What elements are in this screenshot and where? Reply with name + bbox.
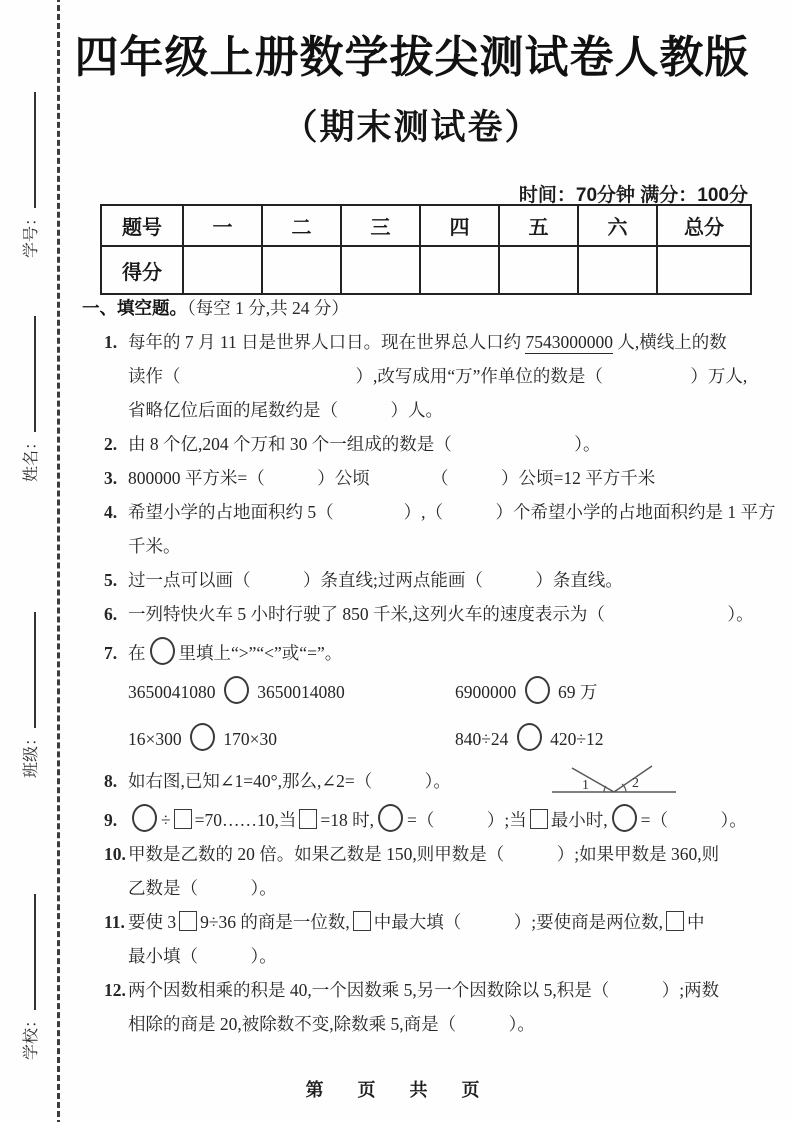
text-run: 要使 3 — [128, 912, 177, 932]
text-run: 3650014080 — [252, 682, 345, 702]
text-run: 每年的 7 月 11 日是世界人口日。现在世界总人口约 — [128, 332, 526, 352]
class-blank-line — [18, 612, 36, 728]
square-blank — [179, 911, 197, 931]
question-line — [82, 979, 752, 1002]
section-points: （每空 1 分,共 24 分） — [187, 298, 349, 318]
text-run: 最小时, — [550, 810, 608, 830]
text-run: =（ ）;当 — [406, 810, 527, 830]
text-run: 16×300 — [128, 729, 186, 749]
score-table-header-cell: 总分 — [657, 205, 751, 246]
score-table-header-cell: 五 — [499, 205, 578, 246]
question-number: 11. — [104, 912, 125, 932]
angle-2-label: 2 — [632, 776, 639, 791]
seal-dashed-line — [57, 0, 60, 1122]
score-cell-empty — [420, 246, 499, 294]
square-blank — [353, 911, 371, 931]
score-cell-empty — [262, 246, 341, 294]
question-number: 12. — [104, 980, 126, 1000]
school-label: 学校： — [23, 1011, 40, 1060]
question-number: 7. — [104, 643, 118, 663]
text-run: ÷ — [161, 810, 171, 830]
score-row-label: 得分 — [101, 246, 183, 294]
text-run: 420÷12 — [545, 729, 604, 749]
square-blank — [174, 809, 192, 829]
score-table — [100, 204, 752, 295]
text-run: 170×30 — [219, 729, 277, 749]
question-number: 5. — [104, 570, 118, 590]
compare-right — [455, 723, 752, 751]
text-run: 两个因数相乘的积是 40,一个因数乘 5,另一个因数除以 5,积是（ ）;两数 — [128, 980, 720, 1000]
question-line — [82, 945, 752, 968]
score-cell-empty — [341, 246, 420, 294]
compare-left — [128, 723, 455, 751]
student-number-label: 学号： — [23, 209, 40, 258]
text-run: 69 万 — [553, 682, 598, 702]
question-line — [82, 433, 752, 456]
text-run: 千米。 — [128, 536, 181, 556]
question-number: 1. — [104, 332, 118, 352]
question-line — [82, 603, 752, 626]
score-cell-empty — [657, 246, 751, 294]
text-run: =70……10,当 — [194, 810, 297, 830]
text-run: 中 — [686, 912, 705, 932]
text-run: 由 8 个亿,204 个万和 30 个一组成的数是（ ）。 — [128, 434, 601, 454]
compare-row — [82, 723, 752, 751]
question-line — [82, 569, 752, 592]
question-line — [82, 877, 752, 900]
score-table-score-row — [101, 246, 751, 294]
score-table-header-cell: 四 — [420, 205, 499, 246]
score-table-header-cell: 题号 — [101, 205, 183, 246]
score-cell-empty — [578, 246, 657, 294]
score-cell-empty — [183, 246, 262, 294]
section-title: 一、填空题。 — [82, 298, 187, 318]
square-blank — [299, 809, 317, 829]
circle-blank — [525, 676, 550, 704]
circle-blank — [612, 804, 637, 832]
text-run: 如右图,已知∠1=40°,那么,∠2=（ ）。 — [128, 771, 451, 791]
text-run: 甲数是乙数的 20 倍。如果乙数是 150,则甲数是（ ）;如果甲数是 360,则 — [128, 844, 720, 864]
angle-1-label: 1 — [582, 778, 589, 793]
question-line — [82, 843, 752, 866]
question-line — [82, 399, 752, 422]
text-run: 800000 平方米=（ ）公顷 （ ）公顷=12 平方千米 — [128, 468, 656, 488]
compare-row — [82, 676, 752, 704]
text-run: 人,横线上的数 — [612, 332, 727, 352]
question-line — [82, 535, 752, 558]
school-blank-line — [18, 894, 36, 1010]
question-number: 8. — [104, 771, 118, 791]
section-header — [82, 297, 752, 320]
question-number: 2. — [104, 434, 118, 454]
text-run: 在 — [128, 643, 146, 663]
underlined-number: 7543000000 — [525, 332, 613, 352]
square-blank — [666, 911, 684, 931]
content — [82, 297, 776, 1047]
name-blank-line — [18, 316, 36, 432]
text-run: 希望小学的占地面积约 5（ ）,（ ）个希望小学的占地面积约是 1 平方 — [128, 502, 776, 522]
score-table-header-cell: 一 — [183, 205, 262, 246]
compare-left — [128, 676, 455, 704]
score-table-header-row — [101, 205, 751, 246]
question-line — [82, 911, 752, 934]
question-line — [82, 501, 776, 524]
question-number: 6. — [104, 604, 118, 624]
question-line — [82, 637, 752, 665]
class-label: 班级： — [23, 729, 40, 778]
header — [62, 32, 762, 150]
score-table-header-cell: 二 — [262, 205, 341, 246]
text-run: 9÷36 的商是一位数, — [200, 912, 350, 932]
question-line — [82, 1013, 752, 1036]
question-line — [82, 467, 752, 490]
square-blank — [530, 809, 548, 829]
question-number: 3. — [104, 468, 118, 488]
score-table-header-cell: 三 — [341, 205, 420, 246]
score-cell-empty — [499, 246, 578, 294]
text-run: 乙数是（ ）。 — [128, 878, 277, 898]
text-run: 里填上“>”“<”或“=”。 — [178, 643, 343, 663]
text-run: =18 时, — [320, 810, 374, 830]
text-run: 最小填（ ）。 — [128, 946, 277, 966]
question-line — [82, 804, 752, 832]
question-line — [82, 365, 752, 388]
text-run: 省略亿位后面的尾数约是（ ）人。 — [128, 400, 443, 420]
page-subtitle: （期末测试卷） — [282, 108, 542, 147]
question-number: 9. — [104, 810, 118, 830]
circle-blank — [190, 723, 215, 751]
score-table-header-cell: 六 — [578, 205, 657, 246]
text-run: 中最大填（ ）;要使商是两位数, — [373, 912, 663, 932]
text-run: 过一点可以画（ ）条直线;过两点能画（ ）条直线。 — [128, 570, 623, 590]
circle-blank — [150, 637, 175, 665]
question-number: 10. — [104, 844, 126, 864]
time-and-score-info: 时间：70分钟 满分：100分 — [518, 185, 748, 206]
text-run: 相除的商是 20,被除数不变,除数乘 5,商是（ ）。 — [128, 1014, 535, 1034]
name-label: 姓名： — [23, 433, 40, 482]
page-footer: 第 页 共 页 — [305, 1080, 488, 1100]
question-line — [82, 770, 752, 793]
student-number-blank-line — [18, 92, 36, 208]
angle-figure — [550, 764, 678, 798]
text-run: 6900000 — [455, 682, 521, 702]
page-title: 四年级上册数学拔尖测试卷人教版 — [74, 33, 750, 82]
text-run: 840÷24 — [455, 729, 513, 749]
circle-blank — [132, 804, 157, 832]
circle-blank — [378, 804, 403, 832]
compare-right — [455, 676, 752, 704]
circle-blank — [517, 723, 542, 751]
question-number: 4. — [104, 502, 118, 522]
question-line — [82, 331, 752, 354]
text-run: 一列特快火车 5 小时行驶了 850 千米,这列火车的速度表示为（ ）。 — [128, 604, 754, 624]
text-run: 读作（ ）,改写成用“万”作单位的数是（ ）万人, — [128, 366, 748, 386]
text-run: =（ ）。 — [640, 810, 747, 830]
circle-blank — [224, 676, 249, 704]
text-run: 3650041080 — [128, 682, 220, 702]
